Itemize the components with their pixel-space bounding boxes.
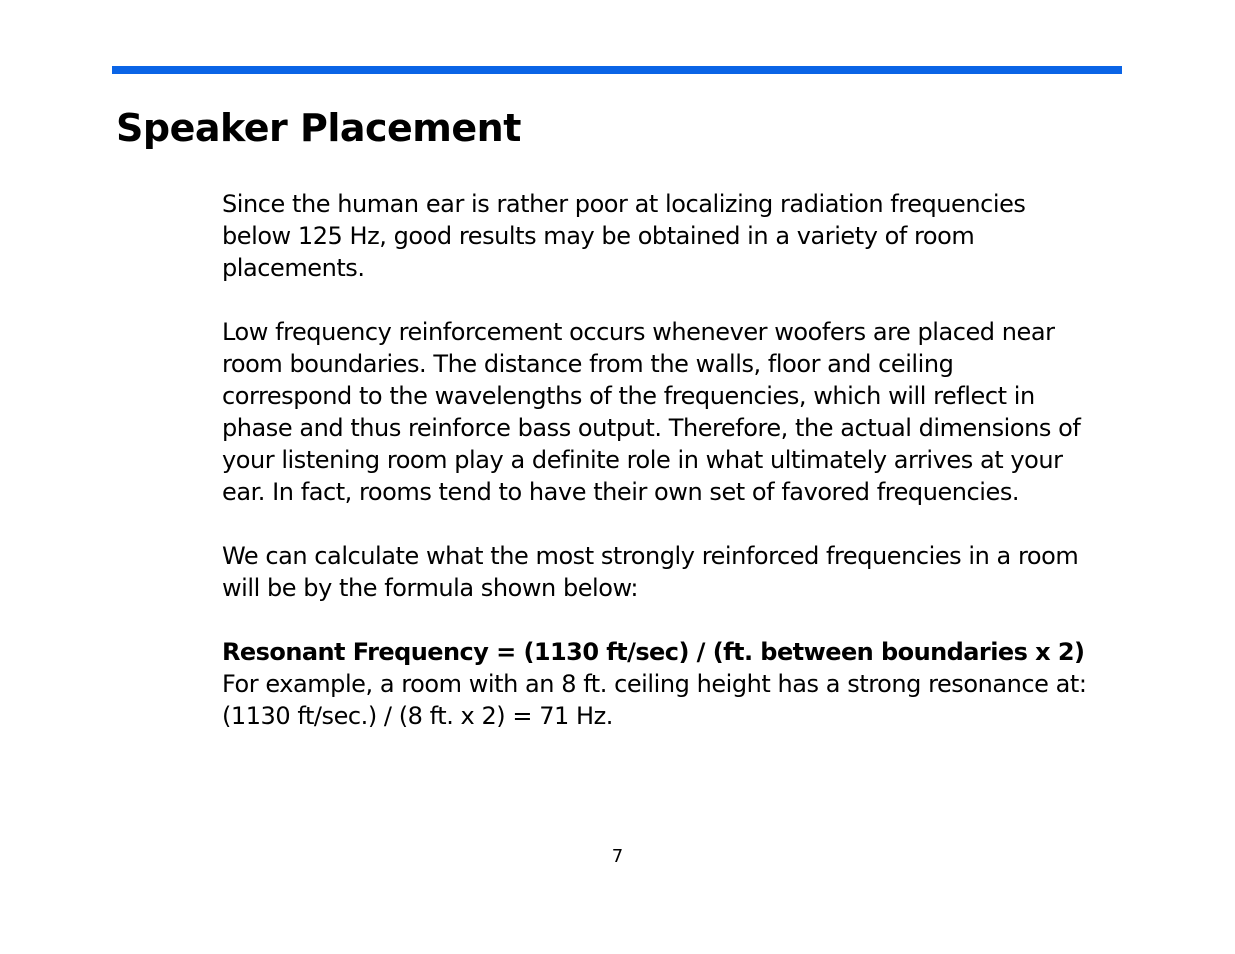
paragraph-line: ear. In fact, rooms tend to have their own set of favored frequencies. xyxy=(222,478,1020,506)
page-number: 7 xyxy=(611,846,624,867)
paragraph-line: Low frequency reinforcement occurs whenever woofers are placed near xyxy=(222,318,1055,346)
paragraph-line: phase and thus reinforce bass output. Therefore, the actual dimensions of xyxy=(222,414,1081,442)
paragraph-line: Since the human ear is rather poor at localizing radiation frequencies xyxy=(222,190,1026,218)
example-line: For example, a room with an 8 ft. ceiling height has a strong resonance at: xyxy=(222,670,1087,698)
title-accent-rule xyxy=(112,66,1122,74)
paragraph-line: your listening room play a definite role in what ultimately arrives at your xyxy=(222,446,1063,474)
paragraph-line: room boundaries. The distance from the walls, floor and ceiling xyxy=(222,350,954,378)
paragraph-low-frequency-reinforcement xyxy=(222,316,1127,508)
paragraph-formula-intro xyxy=(222,540,1127,604)
resonant-frequency-formula: Resonant Frequency = (1130 ft/sec) / (ft. between boundaries x 2) xyxy=(222,638,1085,666)
paragraph-line: below 125 Hz, good results may be obtained in a variety of room xyxy=(222,222,975,250)
paragraph-line: will be by the formula shown below: xyxy=(222,574,639,602)
page-title: Speaker Placement xyxy=(116,106,521,150)
formula-block xyxy=(222,636,1127,732)
paragraph-line: placements. xyxy=(222,254,365,282)
slide-body xyxy=(222,188,1127,732)
paragraph-ear-localization xyxy=(222,188,1127,284)
paragraph-line: We can calculate what the most strongly reinforced frequencies in a room xyxy=(222,542,1079,570)
example-line: (1130 ft/sec.) / (8 ft. x 2) = 71 Hz. xyxy=(222,702,613,730)
paragraph-line: correspond to the wavelengths of the frequencies, which will reflect in xyxy=(222,382,1035,410)
